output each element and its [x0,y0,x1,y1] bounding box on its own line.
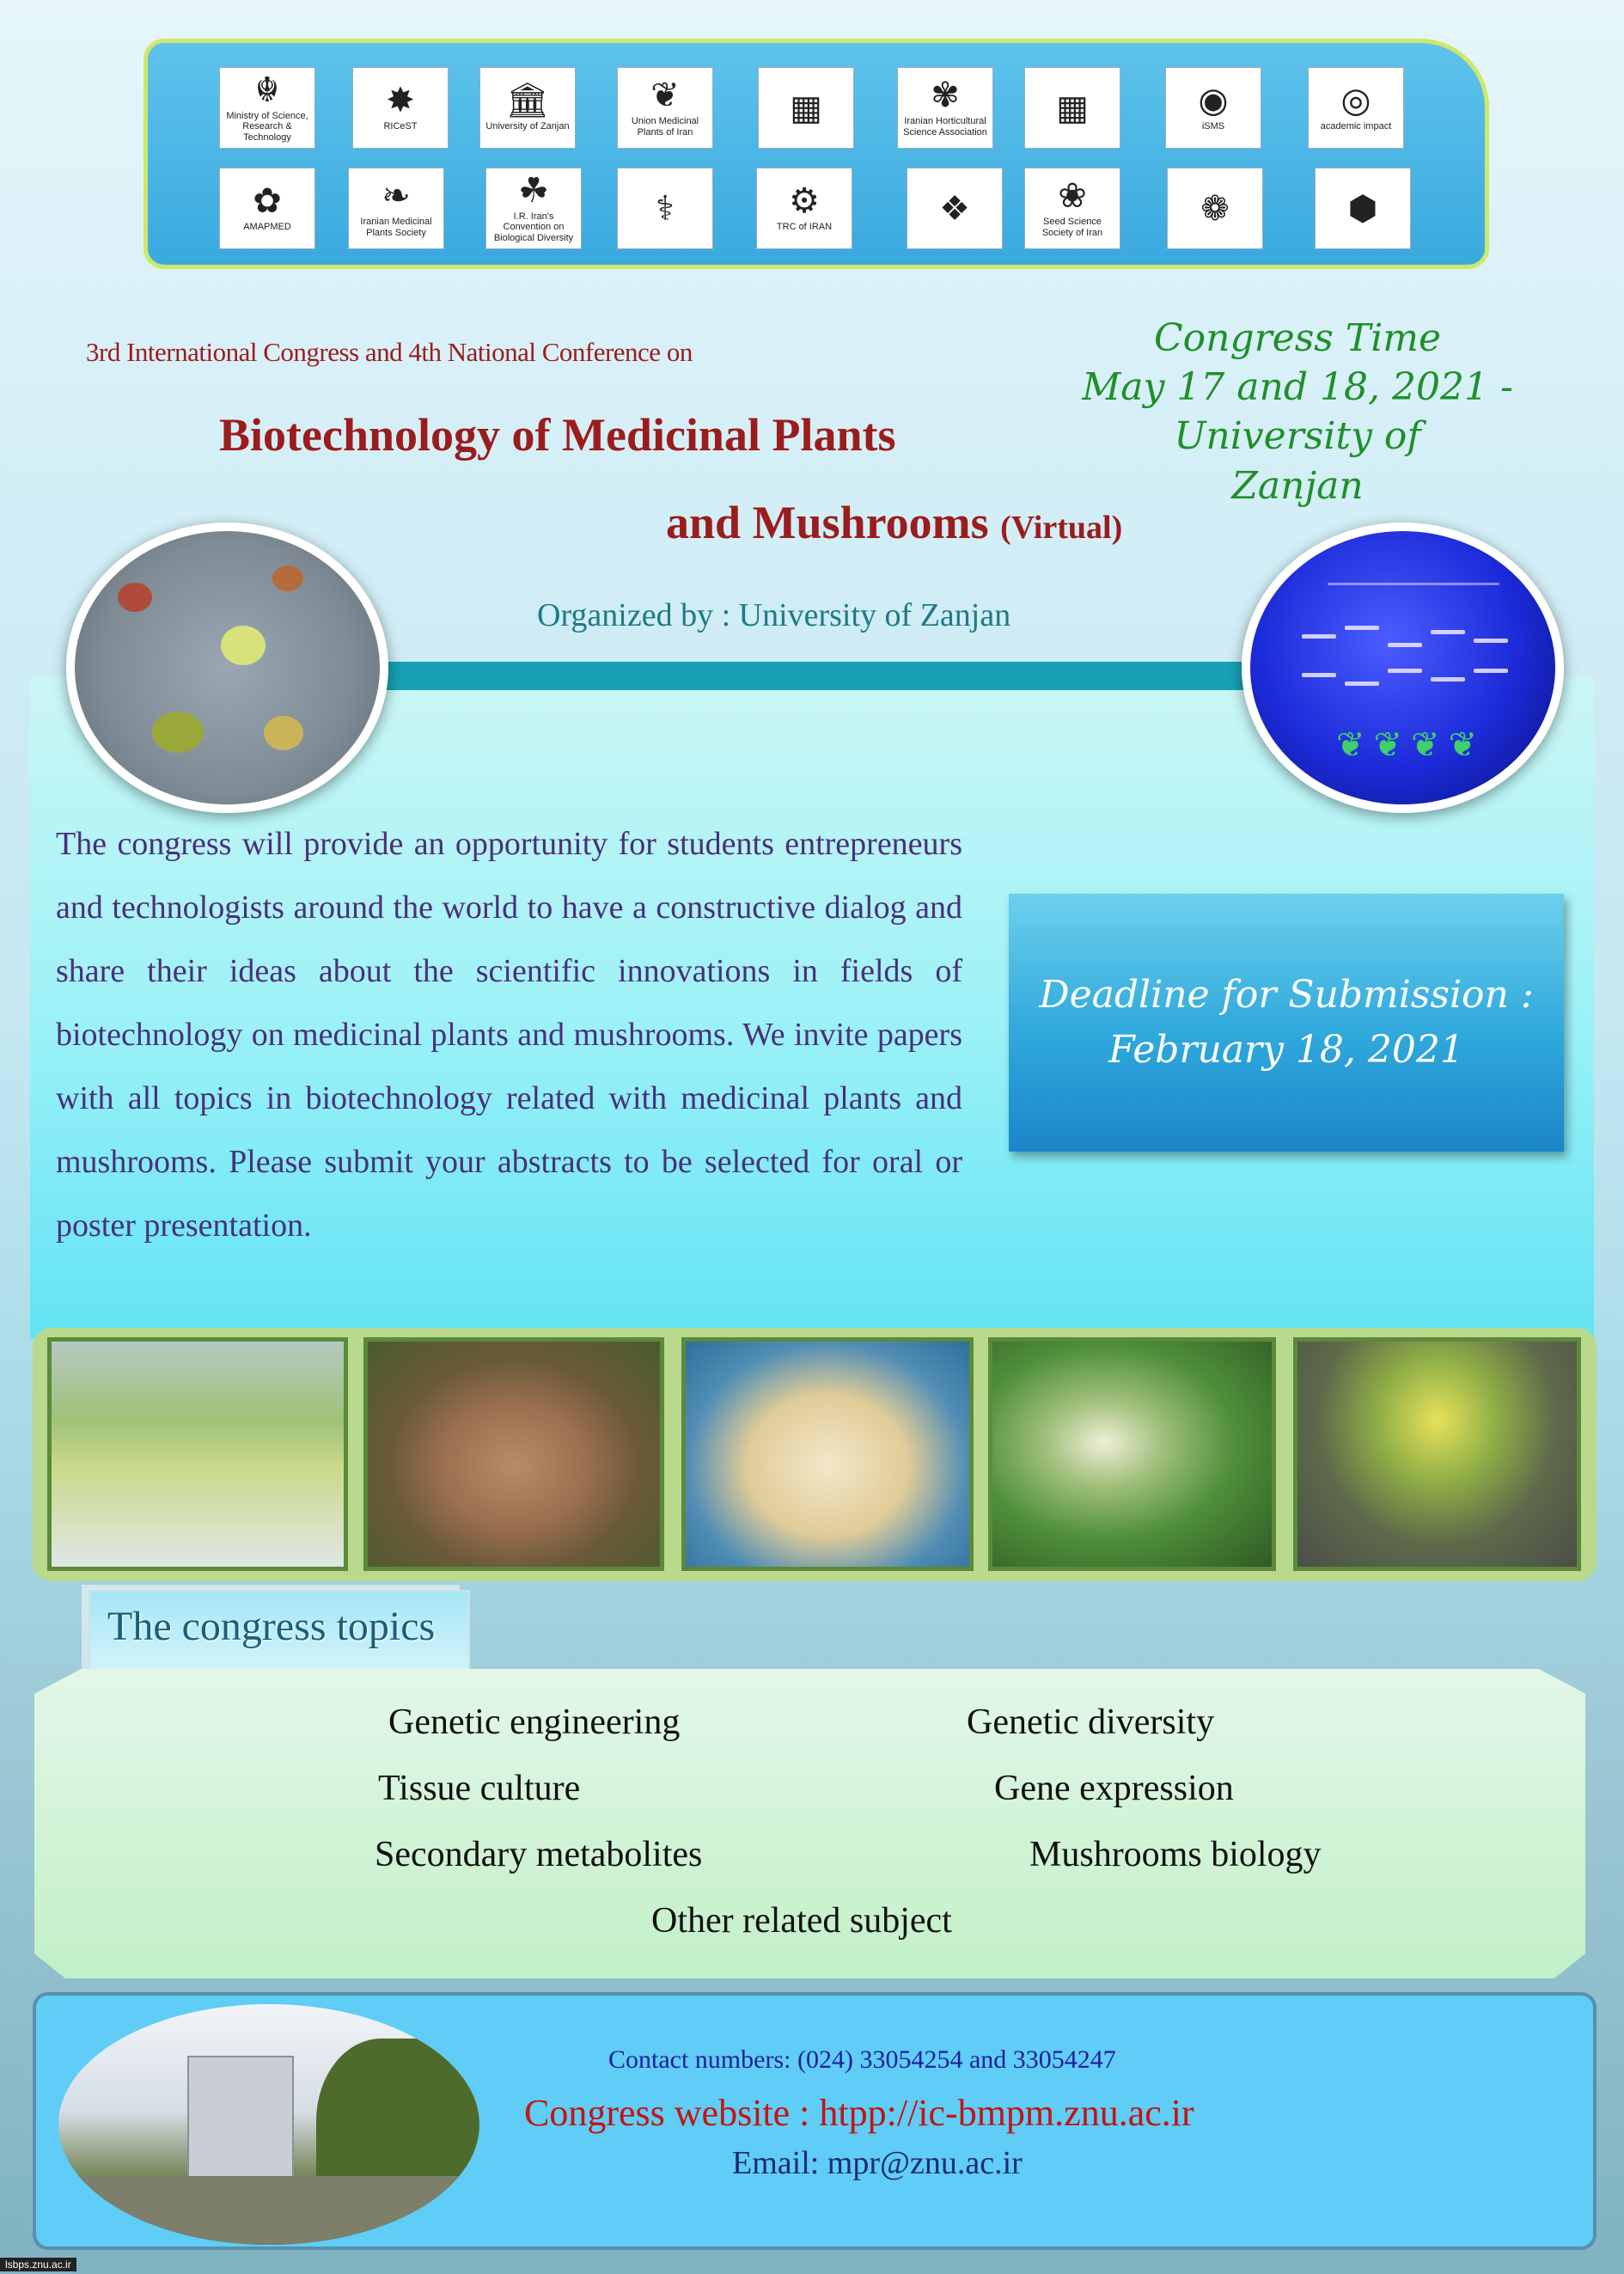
leaf-emblem-logo [348,168,444,249]
building-emblem-icon: ▦ [790,89,822,127]
topics-title: The congress topics [107,1604,436,1649]
contact-numbers: Contact numbers: (024) 33054254 and 33054247 [608,2045,1116,2074]
sdg-wheel-icon: ◎ [1340,82,1371,120]
logo-label: iSMS [1201,121,1225,132]
university-building-photo [58,2004,479,2245]
congress-title-mushrooms: and Mushrooms [666,497,989,548]
isms-logo-logo [1165,67,1261,149]
topic-item: Secondary metabolites [375,1835,703,1874]
plant-emblem-icon: ❁ [1200,189,1230,228]
congress-time-label: Congress Time [1153,316,1442,360]
topic-item: Gene expression [994,1769,1234,1808]
building-emblem-logo [758,67,854,149]
logo-label: Iranian Medicinal Plants Society [360,217,432,238]
leaf-drop-logo [617,67,713,149]
iran-emblem-icon: ☬ [254,71,280,110]
sdg-wheel-logo [1308,67,1404,149]
congress-title-line1: Biotechnology of Medicinal Plants [219,409,896,461]
map-emblem-icon: ⬢ [1347,189,1378,228]
dna-emblem-icon: ⚕ [656,189,675,228]
virtual-label: (Virtual) [1000,510,1123,546]
horticulture-emblem-logo [897,67,993,149]
logo-label: TRC of IRAN [776,222,833,233]
topic-item: Other related subject [651,1901,952,1941]
logo-label: University of Zanjan [485,121,570,132]
seed-emblem-icon: ❀ [1058,177,1087,216]
building-emblem-logo [1024,67,1120,149]
congress-time [1031,314,1564,510]
flowering-plant-photo [988,1337,1276,1571]
logo-label: Ministry of Science, Research & Technology [226,111,308,143]
plant-emblem-logo [1167,168,1263,249]
isms-logo-icon: ◉ [1198,82,1229,120]
star-emblem-logo [352,67,449,149]
congress-subtitle: 3rd International Congress and 4th National Conference on [86,337,693,367]
watermark: lsbps.znu.ac.ir [0,2258,76,2271]
herb-plant-photo [1293,1337,1581,1571]
topic-item: Tissue culture [378,1769,581,1808]
teal-divider-bar [382,662,1255,690]
contact-email-link[interactable]: Email: mpr@znu.ac.ir [732,2145,1023,2181]
logo-label: Iranian Horticultural Science Association [903,116,987,138]
leaf-icon: ❦ ❦ ❦ ❦ [1336,725,1478,764]
map-emblem-logo [1315,168,1411,249]
amapmed-emblem-logo [219,168,315,249]
logo-label: RICeST [383,121,418,132]
congress-time-dates: May 17 and 18, 2021 - University of [1082,365,1513,459]
truffle-mushroom-photo [363,1337,664,1571]
logo-label: AMAPMED [243,222,291,233]
logo-label: I.R. Iran's Convention on Biological Diversity [493,211,574,243]
topic-item: Mushrooms biology [1029,1835,1322,1874]
gear-emblem-logo [756,168,852,249]
deadline-label: Deadline for Submission : [1039,973,1534,1018]
iran-emblem-logo [219,67,315,149]
logo-label: academic impact [1320,121,1392,132]
deadline-date: February 18, 2021 [1108,1028,1464,1072]
congress-description: The congress will provide an opportunity for students entrepreneurs and technologists around the world to have a constructive dialog and share their ideas about the scientific innovations in fields of biotechnology on medicinal plants and mushrooms. We invite papers with all topics in biotechnology related with medicinal plants and mushrooms. Please submit your abstracts to be selected for oral or poster presentation. [56,826,962,1244]
congress-time-place: Zanjan [1231,463,1364,508]
jahad-emblem-logo [485,168,582,249]
organized-by: Organized by : University of Zanjan [537,597,1011,633]
dna-emblem-logo [617,168,713,249]
leaf-drop-icon: ❦ [650,76,680,115]
congress-website-link[interactable]: Congress website : htpp://ic-bmpm.znu.ac.ir [524,2092,1194,2134]
amapmed-emblem-icon: ✿ [253,182,282,221]
deadline-text [1039,968,1533,1078]
deadline-box [1009,894,1564,1152]
logo-label: Union Medicinal Plants of Iran [631,116,699,138]
university-emblem-icon: 🏛 [505,82,550,120]
emblem-logo [907,168,1003,249]
star-emblem-icon: ✸ [386,82,415,120]
leaf-emblem-icon: ❧ [382,177,411,216]
callus-culture-photo [47,1337,348,1571]
horticulture-emblem-icon: ✾ [931,76,960,115]
university-emblem-logo [479,67,576,149]
jahad-emblem-icon: ☘ [518,172,549,211]
topic-item: Genetic engineering [388,1702,681,1742]
topic-item: Genetic diversity [967,1702,1215,1742]
gel-electrophoresis-photo [1242,523,1564,813]
gear-emblem-icon: ⚙ [789,182,820,221]
building-emblem-icon: ▦ [1056,89,1089,127]
emblem-icon: ❖ [939,189,970,228]
logo-label: Seed Science Society of Iran [1041,217,1103,238]
dried-mushroom-photo [681,1337,974,1571]
seed-emblem-logo [1024,168,1120,249]
petri-dish-photo [66,523,388,813]
